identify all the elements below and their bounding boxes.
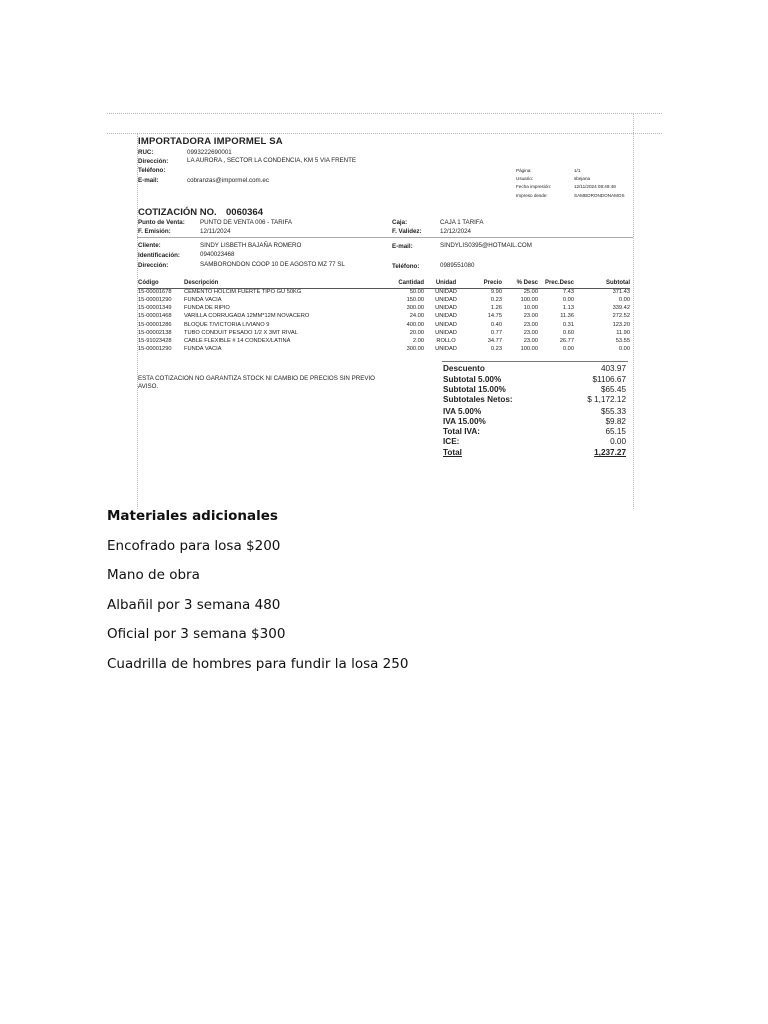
cell-quantity: 50.00: [409, 289, 424, 296]
user-label: Usuario:: [516, 176, 534, 181]
col-code: Código: [138, 280, 182, 289]
ruc-value: 0993222690001: [187, 149, 232, 156]
company-address-label: Dirección:: [138, 158, 169, 165]
user-value: sbejana: [574, 176, 591, 181]
discount-value: 403.97: [600, 364, 626, 373]
net-subtotals-value: $ 1,172.12: [587, 395, 626, 404]
cell-code: 15-00001678: [138, 289, 172, 296]
cell-discount: 23.00: [523, 329, 538, 336]
client-value: SINDY LISBETH BAJAÑA ROMERO: [200, 242, 302, 249]
col-quantity: Cantidad: [382, 280, 424, 289]
print-date-label: Fecha impresión:: [516, 184, 552, 189]
grand-total-label: Total: [443, 448, 462, 457]
cell-description: FUNDA DE RIPIO: [184, 305, 230, 312]
quote-title: COTIZACIÓN NO.: [138, 207, 217, 218]
identification-value: 0940023468: [200, 251, 235, 258]
scan-header-border: [107, 133, 662, 134]
cell-price: 1.26: [490, 305, 502, 312]
client-email-value: SINDYLIS0395@HOTMAIL.COM: [440, 242, 532, 249]
col-subtotal: Subtotal: [574, 280, 630, 289]
ice-label: ICE:: [443, 437, 460, 446]
company-address-value: LA AURORA , SECTOR LA CONDENCIA, KM 5 VIA FRENTE: [187, 157, 357, 164]
cell-subtotal: 0.00: [618, 345, 630, 352]
net-subtotals-label: Subtotales Netos:: [443, 395, 513, 404]
cashbox-label: Caja:: [392, 219, 408, 226]
company-phone-label: Teléfono:: [138, 167, 166, 174]
cell-price: 0.23: [490, 297, 502, 304]
cell-code: 15-91023428: [138, 337, 172, 344]
ruc-label: RUC:: [138, 149, 154, 156]
cell-unit: UNIDAD: [435, 313, 457, 320]
iva-15-value: $9.82: [605, 417, 626, 426]
cell-discounted-price: 7.43: [562, 289, 574, 296]
company-email-value: cobranzas@impormel.com.ec: [187, 177, 269, 184]
validity-label: F. Validez:: [392, 228, 422, 235]
scan-right-border: [633, 113, 634, 509]
emission-label: F. Emisión:: [138, 228, 171, 235]
col-description: Descripción: [182, 280, 382, 289]
cell-price: 0.40: [490, 321, 502, 328]
client-divider: [137, 237, 633, 238]
page-value: 1/1: [574, 168, 581, 173]
extras-line-formwork: Encofrado para losa $200: [107, 538, 281, 554]
cell-unit: ROLLO: [436, 337, 456, 344]
company-name: IMPORTADORA IMPORMEL SA: [138, 136, 283, 147]
col-discounted-price: Prec.Desc: [538, 280, 574, 289]
cell-discounted-price: 11.36: [560, 313, 574, 320]
cell-discount: 23.00: [523, 321, 538, 328]
cell-discount: 10.00: [523, 305, 538, 312]
cell-code: 15-00001290: [138, 297, 172, 304]
cell-quantity: 300.00: [406, 345, 424, 352]
cell-discount: 23.00: [523, 337, 538, 344]
cell-subtotal: 123.20: [612, 321, 630, 328]
cell-discounted-price: 0.31: [562, 321, 574, 328]
company-email-label: E-mail:: [138, 177, 159, 184]
table-row: [138, 346, 630, 354]
cell-discount: 25.00: [523, 289, 538, 296]
cell-quantity: 2.00: [412, 337, 424, 344]
client-phone-label: Teléfono:: [392, 263, 420, 270]
iva-5-label: IVA 5.00%: [443, 407, 482, 416]
subtotal-15-value: $65.45: [600, 385, 626, 394]
table-row: [138, 289, 630, 298]
table-row: [138, 313, 630, 321]
col-price: Precio: [468, 280, 502, 289]
table-row: [138, 329, 630, 337]
cell-code: 15-00001290: [138, 345, 172, 352]
cell-subtotal: 272.52: [612, 313, 630, 320]
grand-total-value: 1,237.27: [594, 448, 626, 457]
quote-disclaimer: ESTA COTIZACION NO GARANTIZA STOCK NI CAMBIO DE PRECIOS SIN PREVIO AVISO.: [138, 375, 375, 391]
subtotal-5-value: $1106.67: [592, 375, 626, 384]
subtotal-5-label: Subtotal 5.00%: [443, 375, 502, 384]
cell-discount: 23.00: [523, 313, 538, 320]
cell-subtotal: 53.55: [615, 337, 630, 344]
cell-code: 15-00001286: [138, 321, 172, 328]
print-date-value: 12/11/2024 08:49:48: [574, 184, 616, 189]
cell-subtotal: 371.43: [612, 289, 630, 296]
cell-discount: 100.00: [520, 297, 538, 304]
printed-from-value: SAMBORONDONAMOS: [574, 193, 625, 198]
cell-description: CABLE FLEXIBLE # 14 CONDEX/LATINA: [184, 337, 291, 344]
cell-code: 15-00001349: [138, 305, 172, 312]
page-label: Página:: [516, 168, 532, 173]
sale-point-value: PUNTO DE VENTA 006 - TARIFA: [200, 219, 293, 226]
cell-description: VARILLA CORRUGADA 12MM*12M NOVACERO: [184, 313, 310, 320]
cell-discounted-price: 1.13: [562, 305, 574, 312]
printed-from-label: Impreso desde:: [516, 193, 548, 198]
ice-value: 0.00: [610, 437, 626, 446]
extras-heading: Materiales adicionales: [107, 508, 278, 524]
cell-unit: UNIDAD: [435, 297, 457, 304]
table-row: [138, 338, 630, 346]
iva-15-label: IVA 15.00%: [443, 417, 486, 426]
extras-line-mason: Albañil por 3 semana 480: [107, 597, 281, 613]
cashbox-value: CAJA 1 TARIFA: [440, 219, 484, 226]
validity-value: 12/12/2024: [440, 228, 471, 235]
cell-discount: 100.00: [520, 345, 538, 352]
col-discount: % Desc: [502, 280, 538, 289]
items-table: [138, 280, 630, 354]
cell-code: 15-00002138: [138, 329, 172, 336]
cell-quantity: 150.00: [406, 297, 424, 304]
table-row: [138, 305, 630, 313]
cell-subtotal: 0.00: [618, 297, 630, 304]
total-iva-value: 65.15: [605, 427, 626, 436]
cell-quantity: 20.00: [409, 329, 424, 336]
cell-price: 0.77: [490, 329, 502, 336]
cell-description: FUNDA VACIA: [184, 345, 222, 352]
client-phone-value: 0989551080: [440, 262, 475, 269]
client-address-label: Dirección:: [138, 262, 169, 269]
cell-price: 9.90: [490, 289, 502, 296]
cell-subtotal: 11.90: [616, 329, 630, 336]
cell-quantity: 300.00: [406, 305, 424, 312]
cell-description: FUNDA VACIA: [184, 297, 222, 304]
cell-unit: UNIDAD: [435, 345, 457, 352]
cell-unit: UNIDAD: [435, 289, 457, 296]
client-email-label: E-mail:: [392, 243, 413, 250]
table-row: [138, 297, 630, 305]
cell-quantity: 24.00: [409, 313, 424, 320]
extras-line-crew: Cuadrilla de hombres para fundir la losa 250: [107, 656, 409, 672]
sale-point-label: Punto de Venta:: [138, 219, 185, 226]
cell-description: CEMENTO HOLCIM FUERTE TIPO GU 50KG: [184, 289, 302, 296]
cell-price: 34.77: [487, 337, 502, 344]
total-iva-label: Total IVA:: [443, 427, 480, 436]
totals-divider: [442, 361, 628, 362]
cell-discounted-price: 0.60: [562, 329, 574, 336]
cell-description: BLOQUE T/VICTORIA LIVIANO 9: [184, 321, 270, 328]
cell-description: TUBO CONDUIT PESADO 1/2 X 3MT RIVAL: [184, 329, 298, 336]
iva-5-value: $55.33: [600, 407, 626, 416]
cell-discounted-price: 26.77: [559, 337, 574, 344]
subtotal-15-label: Subtotal 15.00%: [443, 385, 506, 394]
cell-price: 14.75: [487, 313, 502, 320]
cell-discounted-price: 0.00: [562, 297, 574, 304]
cell-unit: UNIDAD: [435, 321, 457, 328]
identification-label: Identificación:: [138, 252, 180, 259]
cell-discounted-price: 0.00: [562, 345, 574, 352]
extras-line-officer: Oficial por 3 semana $300: [107, 626, 286, 642]
table-row: [138, 321, 630, 329]
items-header-row: [138, 280, 630, 289]
emission-value: 12/11/2024: [200, 228, 231, 235]
cell-quantity: 400.00: [406, 321, 424, 328]
discount-label: Descuento: [443, 364, 485, 373]
cell-code: 15-00001468: [138, 313, 172, 320]
client-address-value: SAMBORONDON COOP 10 DE AGOSTO MZ 77 SL: [200, 261, 345, 268]
extras-line-labor: Mano de obra: [107, 567, 200, 583]
cell-subtotal: 339.42: [612, 305, 630, 312]
scan-top-border: [107, 113, 662, 114]
quote-number: 0060364: [226, 207, 263, 218]
cell-price: 0.23: [490, 345, 502, 352]
col-unit: Unidad: [424, 280, 468, 289]
client-label: Cliente:: [138, 242, 161, 249]
cell-unit: UNIDAD: [435, 329, 457, 336]
cell-unit: UNIDAD: [435, 305, 457, 312]
